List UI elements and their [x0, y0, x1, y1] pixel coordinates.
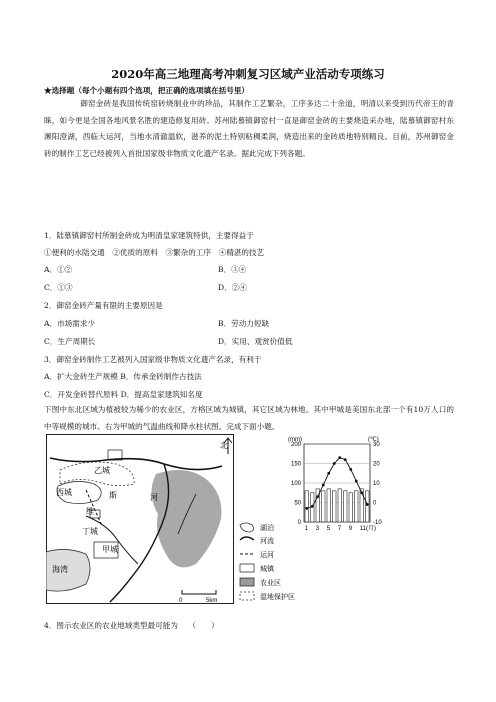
y-left-tick: 150: [290, 461, 301, 468]
label-ding: 丁城: [82, 527, 98, 536]
x-tick-label: 5: [326, 526, 331, 532]
y-left-tick: 100: [290, 481, 301, 487]
q1-option-c[interactable]: C．①③: [44, 283, 73, 292]
q1-option-d[interactable]: D．②④: [218, 283, 247, 292]
x-tick-label: 3: [315, 526, 320, 532]
q1-stem: 1．陆慕镇御窑村所制金砖成为明清皇家建筑特供，主要得益于: [44, 231, 254, 240]
label-yi: 乙城: [94, 466, 110, 475]
temperature-point: [322, 484, 325, 487]
q4-stem: [44, 621, 219, 631]
precip-bar: [355, 491, 359, 522]
q3-options-cd[interactable]: C．开发金砖替代原料 D．提高皇家建筑知名度: [44, 390, 203, 399]
scale-5km: 5km: [206, 598, 218, 604]
q2-option-a[interactable]: A．市场需求少: [44, 319, 96, 328]
label-he: 河: [150, 493, 158, 502]
farm-legend-icon: [240, 578, 254, 586]
precip-bar: [305, 491, 309, 522]
temperature-point: [333, 462, 336, 465]
answer-paren: （ ）: [188, 621, 219, 630]
precip-bar: [333, 491, 337, 522]
q1-option-a[interactable]: A．①②: [44, 265, 73, 274]
y-right-tick: 20: [373, 461, 380, 468]
units-left: (mm): [288, 437, 302, 443]
y-right-tick: 10: [373, 481, 380, 487]
q1-items: ①便利的水陆交通 ②优质的原料 ③繁杂的工序 ④精湛的技艺: [44, 248, 265, 257]
q1-option-b[interactable]: B．③④: [218, 265, 247, 274]
y-left-tick: 0: [297, 520, 301, 526]
climate-chart: [284, 432, 394, 552]
lake-legend-icon: [240, 523, 254, 532]
scale-zero: 0: [179, 598, 183, 604]
q2-option-d[interactable]: D．实用、观赏价值低: [218, 337, 293, 346]
x-tick-label: 1: [304, 526, 309, 532]
x-tick-label: 7: [337, 526, 342, 532]
y-right-tick: 0: [373, 500, 377, 507]
y-left-tick: 200: [290, 442, 301, 448]
legend-label: 河流: [260, 538, 274, 545]
region-map: [46, 434, 234, 604]
passage-2: 下图中东北区域为植被较为稀少的农业区，方格区域为城镇，其它区域为林地。其中甲城是美国东北部一个有10万人口的中等规模的城市。右为甲城的气温曲线和降水柱状图。完成下面小题。: [44, 405, 454, 431]
y-right-tick: -10: [373, 520, 382, 526]
precip-bar: [349, 493, 353, 522]
precip-bar: [366, 491, 370, 522]
section-heading: ★选择题（每个小题有四个选项，把正确的选项填在括号里）: [44, 86, 250, 95]
wetland-legend-icon: [240, 592, 254, 600]
q3-options-ab[interactable]: A．扩大金砖生产规模 B．传承金砖制作古技法: [44, 372, 202, 381]
units-right: (℃): [368, 437, 379, 443]
town-legend-icon: [240, 564, 254, 572]
temperature-point: [338, 456, 341, 459]
page-title: 2020年高三地理高考冲刺复习区域产业活动专项练习: [111, 67, 385, 81]
x-tick-label: 11(月): [359, 526, 376, 532]
legend-label: 城镇: [260, 566, 274, 573]
precip-bar: [344, 491, 348, 522]
q4-stem-text: 4．图示农业区的农业地域类型最可能为: [44, 621, 178, 630]
precip-bar: [322, 491, 326, 522]
temperature-point: [355, 480, 358, 483]
q3-stem: 3．御窑金砖制作工艺被列入国家级非物质文化遗产名录，有利于: [44, 355, 262, 364]
q2-option-c[interactable]: C．生产周期长: [44, 337, 96, 346]
label-west: 西城: [56, 488, 72, 497]
temperature-point: [305, 507, 308, 510]
temperature-point: [327, 472, 330, 475]
passage-1: [44, 96, 454, 162]
legend-label: 运河: [260, 552, 274, 559]
temperature-point: [360, 491, 363, 494]
legend-label: 湖泊: [260, 525, 274, 532]
precip-bar: [338, 489, 342, 522]
passage-1-text: 御窑金砖是我国传统窑砖烧制业中的珍品，其制作工艺繁杂，工序多达二十余道，明清以来受到历代帝王的青睐，如今更是全国各地风景名胜的建造修复用砖。苏州陆慕镇御窑村一直是御窑金砖的主要烧造采办地，陆慕镇御窑村东濒阳澄湖，西临大运河，当地水清澈温软，滋养的泥土特别粘稠柔润，烧造出来的金砖质地特别精良。目前，苏州御窑金砖的制作工艺已经被列入首批国家级非物质文化遗产名录。据此完成下列各题。: [44, 99, 454, 158]
x-tick-label: 9: [348, 526, 353, 532]
label-si: 斯: [109, 491, 117, 500]
y-left-tick: 50: [294, 500, 301, 507]
river-legend-icon: [240, 537, 254, 540]
legend-label: 农业区: [260, 580, 281, 587]
q2-stem: 2．御窑金砖产量有限的主要原因是: [44, 301, 163, 310]
temperature-point: [344, 458, 347, 461]
label-wei: 维: [86, 507, 94, 516]
legend-label: 湿地保护区: [260, 594, 295, 601]
temperature-point: [349, 468, 352, 471]
temperature-point: [311, 505, 314, 508]
precip-bar: [327, 489, 331, 522]
north-label: 北: [220, 441, 228, 450]
y-right-tick: 30: [373, 442, 380, 448]
temperature-point: [316, 495, 319, 498]
label-bay: 海湾: [52, 565, 68, 574]
temperature-point: [366, 503, 369, 506]
q2-option-b[interactable]: B．劳动力短缺: [218, 319, 270, 328]
label-jia: 甲城: [102, 545, 118, 554]
